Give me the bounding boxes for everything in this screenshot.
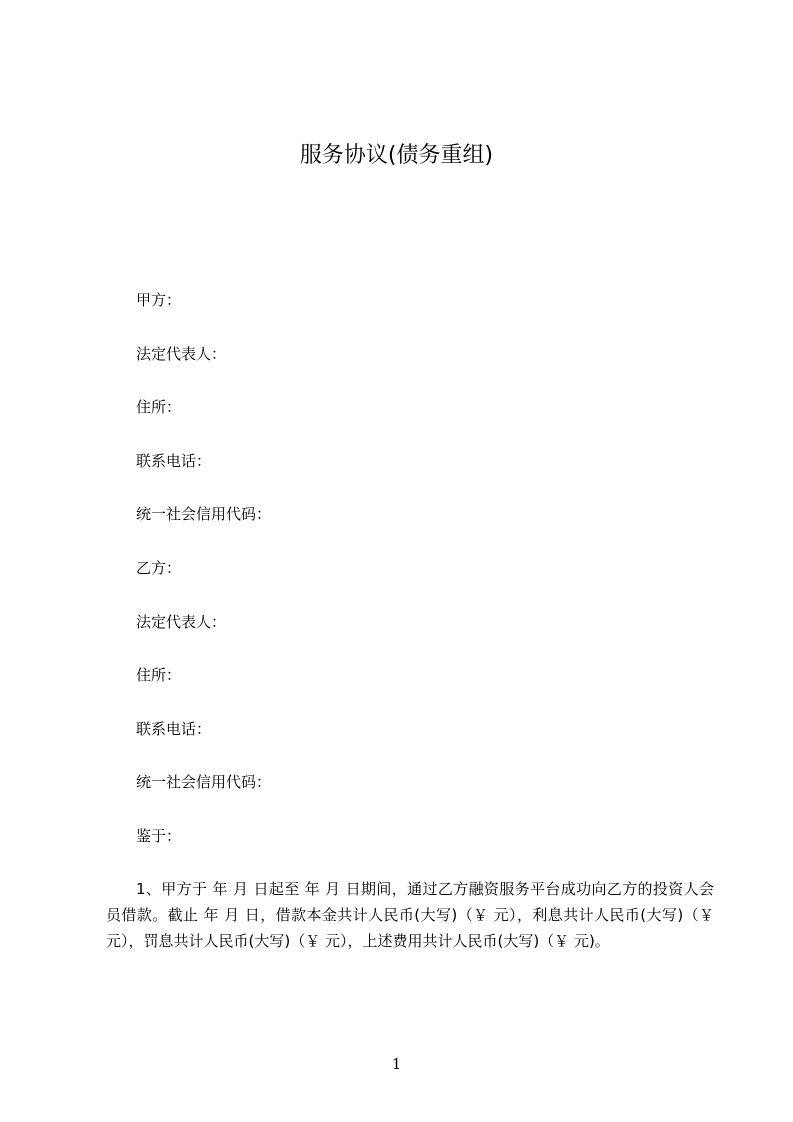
page-number: 1 — [391, 1055, 402, 1073]
party-a-credit-code-label: 统一社会信用代码： — [136, 505, 272, 524]
party-a-address-label: 住所： — [136, 398, 182, 417]
party-b-name-label: 乙方： — [136, 558, 182, 577]
party-info-section — [136, 290, 696, 880]
party-a-name-label: 甲方： — [136, 291, 182, 309]
party-a-representative-label: 法定代表人： — [136, 344, 227, 363]
party-a-phone-label: 联系电话： — [136, 451, 212, 470]
document-title: 服务协议(债务重组) — [299, 143, 494, 168]
whereas-label: 鉴于： — [136, 826, 182, 845]
clause-1-paragraph: 1、甲方于 年 月 日起至 年 月 日期间，通过乙方融资服务平台成功向乙方的投资人会员借款。截止 年 月 日，借款本金共计人民币(大写)（￥ 元），利息共计人民币(大写)（￥ 元），罚息共计人民币(大写)（￥ 元），上述费用共计人民币(大写)（￥ 元)。 — [106, 880, 714, 950]
party-b-representative-label: 法定代表人： — [136, 612, 227, 631]
party-b-address-label: 住所： — [136, 666, 182, 685]
party-b-credit-code-label: 统一社会信用代码： — [136, 773, 272, 792]
party-b-phone-label: 联系电话： — [136, 719, 212, 738]
